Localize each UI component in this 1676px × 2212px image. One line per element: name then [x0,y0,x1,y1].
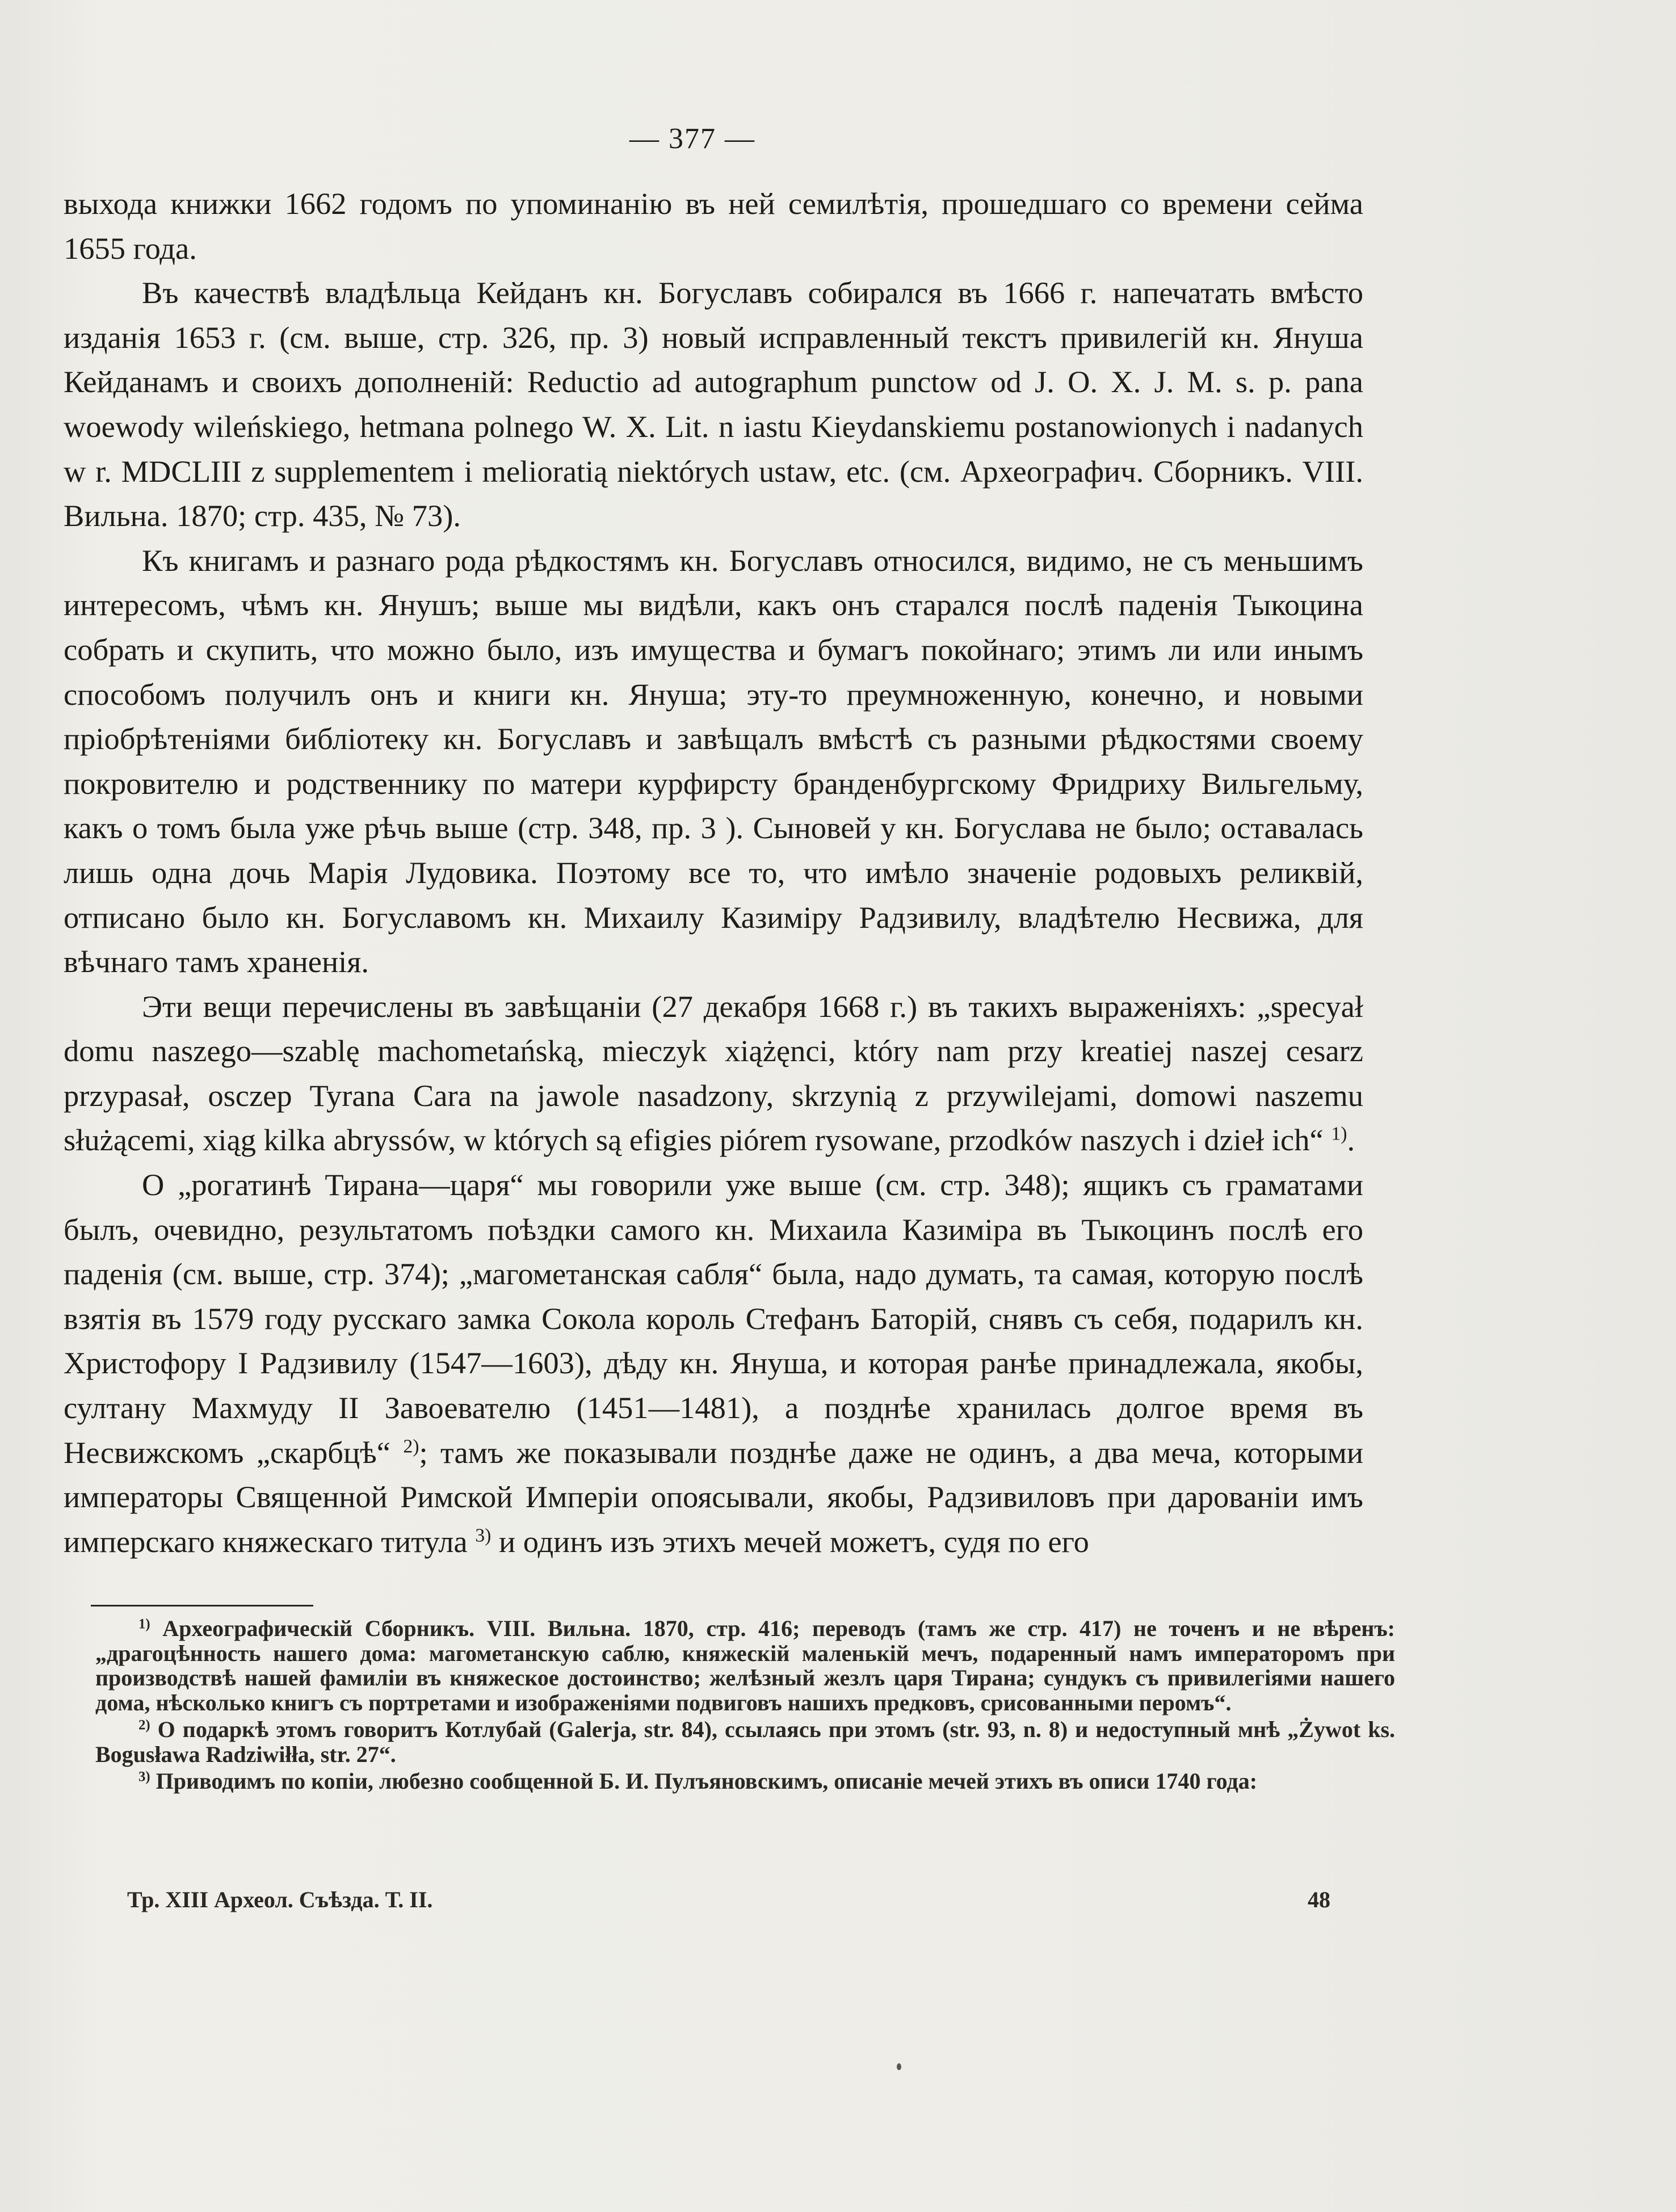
running-footer [127,1886,1330,1915]
paragraph-text-tail: и одинъ изъ этихъ мечей можетъ, судя по его [491,1524,1089,1559]
sheet-number: 48 [1308,1887,1330,1912]
footnote-mark: 3) [138,1769,150,1785]
footnotes [95,1616,1395,1796]
page-number: — 377 — [629,123,755,155]
paragraph-text-tail: . [1347,1122,1355,1158]
footnote-1 [95,1616,1395,1715]
paragraph-testament [64,985,1363,1163]
publication-signature: Тр. XIII Археол. Съѣзда. Т. II. [127,1887,433,1912]
footnote-text: О подаркѣ этомъ говоритъ Котлубай (Galerja, str. 84), ссылаясь при этомъ (str. 93, n. 8) и недоступный мнѣ „Żywot ks. Bogusława Radziwiłła, str. 27“. [95,1717,1396,1767]
paragraph-library [64,539,1363,985]
footnote-reference: 2) [403,1436,419,1457]
paragraph-keidany-privileges [64,271,1363,539]
paragraph-text-middle: ; тамъ же показывали позднѣе даже не одинъ, а два меча, которыми императоры Священной Римской Имперіи опоясывали, якобы, Радзивиловъ при дарованіи имъ имперскаго княжескаго титула [64,1435,1363,1559]
main-text [64,182,1363,1564]
footnote-mark: 2) [138,1717,150,1733]
paragraph-text: Эти вещи перечислены въ завѣщаніи (27 декабря 1668 г.) въ такихъ выраженіяхъ: „specyał domu naszego—szablę machometańską, mieczyk xiążęnci, który nam przy kreatiej naszej cesarz przypasał, osczep Tyrana Cara na jawole nasadzony, skrzynią z przywilejami, domowi naszemu służącemi, xiąg kilka abryssów, w których są efigies piórem rysowane, przodków naszych i dzieł ich“ [64,989,1363,1158]
footnote-2 [95,1717,1395,1767]
paragraph-continuation [64,182,1363,271]
footnote-reference: 1) [1331,1123,1347,1145]
paper-speck [897,2063,901,2070]
footnote-separator [91,1605,313,1607]
paragraph-relics [64,1163,1363,1564]
footnote-mark: 1) [138,1616,150,1632]
paragraph-text: Въ качествѣ владѣльца Кейданъ кн. Богуславъ собирался въ 1666 г. напечатать вмѣсто изданія 1653 г. (см. выше, стр. 326, пр. 3) новый исправленный текстъ привилегій кн. Януша Кейданамъ и своихъ дополненій: Reductio ad autographum punctow od J. O. X. J. M. s. p. pana woewody wileńskiego, hetmana polnego W. X. Lit. n iastu Kieydanskiemu postanowionych i nadanych w r. MDCLIII z supplementem i melioratią niektórych ustaw, etc. (см. Археографич. Сборникъ. VIII. Вильна. 1870; стр. 435, № 73). [64,275,1363,533]
paragraph-text: выхода книжки 1662 годомъ по упоминанію въ ней семилѣтія, прошедшаго со времени сейма 1655 года. [64,186,1363,266]
footnote-3 [95,1769,1395,1794]
footnote-text: Археографическій Сборникъ. VIII. Вильна. 1870, стр. 416; переводъ (тамъ же стр. 417) не точенъ и не вѣренъ: „драгоцѣнность нашего дома: магометанскую саблю, княжескій маленькій мечъ, подаренный намъ императоромъ при производствѣ нашей фамиліи въ княжеское достоинство; желѣзный жезлъ царя Тирана; сундукъ съ привилегіями нашего дома, нѣсколько книгъ съ портретами и изображеніями подвиговъ нашихъ предковъ, срисованными перомъ“. [95,1616,1396,1715]
paragraph-text: О „рогатинѣ Тирана—царя“ мы говорили уже выше (см. стр. 348); ящикъ съ граматами былъ, очевидно, результатомъ поѣздки самого кн. Михаила Казиміра въ Тыкоцинъ послѣ его паденія (см. выше, стр. 374); „магометанская сабля“ была, надо думать, та самая, которую послѣ взятія въ 1579 году русскаго замка Сокола король Стефанъ Баторій, снявъ съ себя, подарилъ кн. Христофору I Радзивилу (1547—1603), дѣду кн. Януша, и которая ранѣе принадлежала, якобы, султану Махмуду II Завоевателю (1451—1481), а позднѣе хранилась долгое время въ Несвижскомъ „скарбцѣ“ [64,1167,1363,1470]
paragraph-text: Къ книгамъ и разнаго рода рѣдкостямъ кн. Богуславъ относился, видимо, не съ меньшимъ интересомъ, чѣмъ кн. Янушъ; выше мы видѣли, какъ онъ старался послѣ паденія Тыкоцина собрать и скупить, что можно было, изъ имущества и бумагъ покойнаго; этимъ ли или инымъ способомъ получилъ онъ и книги кн. Януша; эту-то преумноженную, конечно, и новыми пріобрѣтеніями библіотеку кн. Богуславъ и завѣщалъ вмѣстѣ съ разными рѣдкостями своему покровителю и родственнику по матери курфирсту бранденбургскому Фридриху Вильгельму, какъ о томъ была уже рѣчь выше (стр. 348, пр. 3 ). Сыновей у кн. Богуслава не было; оставалась лишь одна дочь Марія Лудовика. Поэтому все то, что имѣло значеніе родовыхъ реликвій, отписано было кн. Богуславомъ кн. Михаилу Казиміру Радзивилу, владѣтелю Несвижа, для вѣчнаго тамъ храненія. [64,543,1363,979]
footnote-reference: 3) [475,1525,492,1546]
footnote-text: Приводимъ по копіи, любезно сообщенной Б. И. Пулъяновскимъ, описаніе мечей этихъ въ описи 1740 года: [156,1768,1258,1794]
